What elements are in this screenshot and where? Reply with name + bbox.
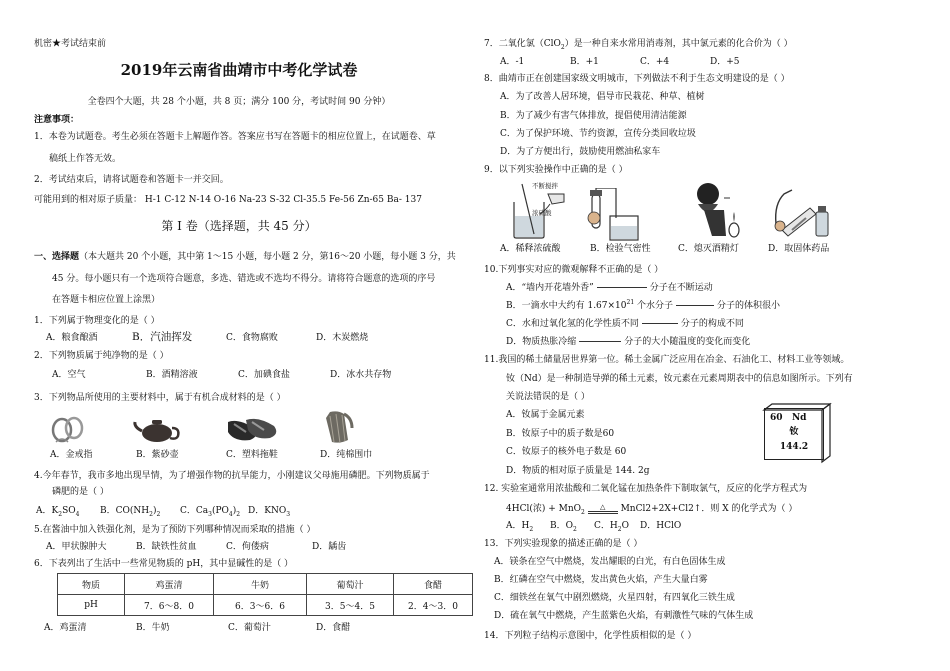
- q8-option-c: C．为了保护环境、节约资源，宣传分类回收垃圾: [500, 129, 696, 139]
- table-header-cell: 牛奶: [214, 574, 307, 595]
- q4-option-a: A．$K_2SO_4$: [36, 506, 80, 518]
- teapot-icon: [132, 414, 184, 444]
- scarf-icon: [318, 410, 356, 446]
- q2-option-b: B．酒精溶液: [146, 370, 198, 380]
- q10-option-a: A．“墙内开花墙外香” 分子在不断运动: [506, 283, 713, 293]
- question-11-stem-2: 钕（Nd）是一种制造导弹的稀土元素，钕元素在元素周期表中的信息如图所示。下列有: [506, 374, 853, 384]
- q7-option-c: C．+4: [640, 57, 670, 67]
- q9-option-c: C．熄灭酒精灯: [678, 244, 739, 254]
- q8-option-d: D．为了方便出行，鼓励使用燃油私家车: [500, 147, 661, 157]
- question-12-stem: 12. 实验室通常用浓盐酸和二氧化锰在加热条件下制取氯气，反应的化学方程式为: [484, 484, 808, 494]
- q3-option-a: A．金戒指: [50, 450, 93, 460]
- section-label: 一、选择题: [34, 252, 80, 262]
- person-blowing-icon: [690, 180, 740, 242]
- dash-rule: [642, 323, 678, 324]
- table-row: [58, 595, 473, 616]
- q12-option-a: A．$H_2$: [506, 521, 534, 533]
- confidential-label: 机密★考试结束前: [34, 39, 107, 49]
- section-desc-2: 45 分。每小题只有一个选项符合题意，多选、错选或不选均不得分。请将符合题意的选项的序号: [52, 274, 436, 284]
- dash-rule: [579, 341, 621, 342]
- q6-option-d: D．食醋: [316, 623, 351, 633]
- alcohol-lamp-figure: [690, 180, 740, 242]
- notice-title: 注意事项：: [34, 115, 80, 125]
- q13-option-b: B．红磷在空气中燃烧，发出黄色火焰，产生大量白雾: [494, 575, 708, 585]
- section-desc-1: （本大题共 20 个小题，其中第 1～15 小题，每小题 2 分，第16～20 小题，每小题 3 分，共: [79, 252, 456, 262]
- table-cell: pH: [58, 595, 125, 616]
- notice-item-1-cont: 稿纸上作答无效。: [49, 154, 122, 164]
- q3-option-d: D．纯棉围巾: [320, 450, 373, 460]
- label-acid: 浓硫酸: [532, 209, 552, 217]
- label-stir: 不断搅拌: [532, 182, 558, 190]
- notice-item-1: 1．本卷为试题卷。考生必须在答题卡上解题作答。答案应书写在答题卡的相应位置上，在试题卷、草: [34, 132, 436, 142]
- q12-equation: 4HCl(浓) + MnO$_2$ △ MnCl2+2X+Cl2↑．则 X 的化学式为（ ）: [506, 502, 798, 516]
- q7-option-b: B．+1: [570, 57, 599, 67]
- question-6-stem: 6．下表列出了生活中一些常见物质的 pH，其中显碱性的是（ ）: [34, 559, 294, 569]
- section-desc-3: 在答题卡相应位置上涂黑）: [52, 295, 161, 305]
- heating-arrow: △: [588, 504, 618, 514]
- q4-option-d: D．$KNO_3$: [248, 506, 291, 518]
- q4-option-c: C．$Ca_3(PO_4)_2$: [180, 506, 241, 518]
- q1-option-a: A．粮食酿酒: [46, 333, 98, 343]
- q5-option-a: A．甲状腺肿大: [46, 542, 107, 552]
- gold-ring-image: [48, 412, 88, 446]
- test-tube-icon: [584, 188, 648, 242]
- q8-option-a: A．为了改善人居环境，倡导市民栽花、种草、植树: [500, 92, 705, 102]
- q13-option-c: C．细铁丝在氧气中剧烈燃烧，火星四射，有四氧化三铁生成: [494, 593, 735, 603]
- q1-option-b: B．汽油挥发: [132, 331, 193, 343]
- table-cell: 6．3～6．6: [214, 595, 307, 616]
- q2-option-a: A．空气: [52, 370, 86, 380]
- question-4-stem-2: 磷肥的是（ ）: [52, 487, 109, 497]
- q8-option-b: B．为了减少有害气体排放，提倡使用清洁能源: [500, 111, 687, 121]
- element-info-card: [764, 408, 824, 460]
- dash-rule: [676, 305, 714, 306]
- q12-option-b: B．$O_2$: [550, 521, 577, 533]
- q11-option-d: D．物质的相对原子质量是 144. 2g: [506, 466, 650, 476]
- q13-option-a: A．镁条在空气中燃烧，发出耀眼的白光，有白色固体生成: [494, 557, 726, 567]
- question-2-stem: 2．下列物质属于纯净物的是（ ）: [34, 351, 169, 361]
- dash-rule: [597, 287, 647, 288]
- element-mass: 144.2: [779, 442, 809, 452]
- question-5-stem: 5.在酱油中加入铁强化剂，是为了预防下列哪种情况而采取的措施（ ）: [34, 525, 316, 535]
- notice-item-2: 2．考试结束后，请将试题卷和答题卡一并交回。: [34, 175, 229, 185]
- q9-option-a: A．稀释浓硫酸: [500, 244, 561, 254]
- atomic-masses: 可能用到的相对原子质量： H-1 C-12 N-14 O-16 Na-23 S-32 Cl-35.5 Fe-56 Zn-65 Ba- 137: [34, 195, 422, 205]
- q6-option-a: A．鸡蛋清: [44, 623, 87, 633]
- ph-table: [57, 573, 473, 616]
- slipper-icon: [224, 414, 280, 444]
- question-11-stem-1: 11.我国的稀土储量居世界第一位。稀土金属广泛应用在冶金、石油化工、材料工业等领域。: [484, 355, 850, 365]
- question-8-stem: 8．曲靖市正在创建国家级文明城市，下列做法不利于生态文明建设的是（ ）: [484, 74, 790, 84]
- q5-option-d: D．龋齿: [312, 542, 347, 552]
- element-name: 钕: [789, 427, 799, 437]
- q10-option-b: B．一滴水中大约有 $1.67\times 10^{21}$ 个水分子 分子的体积很小: [506, 299, 781, 311]
- question-7-stem: 7．二氧化氯（ClO$_2$）是一种自来水常用消毒剂，其中氯元素的化合价为（ ）: [484, 39, 793, 51]
- q7-option-a: A．-1: [500, 57, 525, 67]
- q10-option-c: C．水和过氧化氢的化学性质不同 分子的构成不同: [506, 319, 744, 329]
- question-4-stem-1: 4.今年春节，我市多地出现旱情，为了增强作物的抗旱能力，小刚建议父母施用磷肥。下列物质属于: [34, 471, 430, 481]
- q13-option-d: D．硫在氧气中燃烧，产生蓝紫色火焰，有刺激性气味的气体生成: [494, 611, 754, 621]
- question-14-stem: 14．下列粒子结构示意图中，化学性质相似的是（ ）: [484, 631, 697, 641]
- question-3-stem: 3．下列物品所使用的主要材料中，属于有机合成材料的是（ ）: [34, 393, 286, 403]
- ring-icon: [48, 412, 88, 446]
- table-cell: 7．6～8．0: [125, 595, 214, 616]
- q3-option-b: B．紫砂壶: [136, 450, 179, 460]
- reagent-bottle-icon: [770, 184, 834, 242]
- table-header-cell: 食醋: [394, 574, 473, 595]
- exam-subtitle: 全卷四个大题，共 28 个小题，共 8 页；满分 100 分，考试时间 90 分钟）: [87, 97, 391, 107]
- q12-option-d: D．HClO: [640, 521, 682, 531]
- q6-option-b: B．牛奶: [136, 623, 170, 633]
- q9-option-b: B．检验气密性: [590, 244, 651, 254]
- q7-option-d: D．+5: [710, 57, 740, 67]
- q11-option-a: A．钕属于金属元素: [506, 410, 585, 420]
- element-number-symbol: 60 Nd: [770, 413, 807, 423]
- airtightness-figure: [584, 188, 648, 242]
- table-header-row: [58, 574, 473, 595]
- cotton-scarf-image: [318, 410, 356, 446]
- solid-reagent-figure: [770, 184, 834, 242]
- q12-option-c: C．$H_2O$: [594, 521, 629, 533]
- q1-option-d: D．木炭燃烧: [316, 333, 369, 343]
- q2-option-c: C．加碘食盐: [238, 370, 290, 380]
- question-11-stem-3: 关说法错误的是（ ）: [506, 392, 590, 402]
- q9-option-d: D．取固体药品: [768, 244, 830, 254]
- exam-title: 2019年云南省曲靖市中考化学试卷: [120, 61, 358, 79]
- q5-option-c: C．佝偻病: [226, 542, 269, 552]
- q2-option-d: D．冰水共存物: [330, 370, 392, 380]
- part-1-title: 第 I 卷（选择题，共 45 分）: [161, 219, 317, 233]
- table-header-cell: 葡萄汁: [307, 574, 394, 595]
- question-13-stem: 13．下列实验现象的描述正确的是（ ）: [484, 539, 643, 549]
- q11-option-b: B．钕原子中的质子数是60: [506, 429, 615, 439]
- section-description: [34, 251, 456, 263]
- plastic-slippers-image: [224, 414, 280, 444]
- table-header-cell: 物质: [58, 574, 125, 595]
- q11-option-c: C．钕原子的核外电子数是 60: [506, 447, 627, 457]
- q10-option-d: D．物质热胀冷缩 分子的大小随温度的变化而变化: [506, 337, 751, 347]
- q4-option-b: B．$CO(NH_2)_2$: [100, 506, 161, 518]
- question-9-stem: 9．以下列实验操作中正确的是（ ）: [484, 165, 628, 175]
- table-header-cell: 鸡蛋清: [125, 574, 214, 595]
- q6-option-c: C．葡萄汁: [228, 623, 271, 633]
- question-10-stem: 10.下列事实对应的微观解释不正确的是（ ）: [484, 265, 664, 275]
- table-cell: 2．4～3．0: [394, 595, 473, 616]
- q1-option-c: C．食物腐败: [226, 333, 278, 343]
- table-cell: 3．5～4．5: [307, 595, 394, 616]
- clay-teapot-image: [132, 414, 184, 444]
- q3-option-c: C．塑料拖鞋: [226, 450, 278, 460]
- q5-option-b: B．缺铁性贫血: [136, 542, 197, 552]
- question-1-stem: 1．下列属于物理变化的是（ ）: [34, 316, 160, 326]
